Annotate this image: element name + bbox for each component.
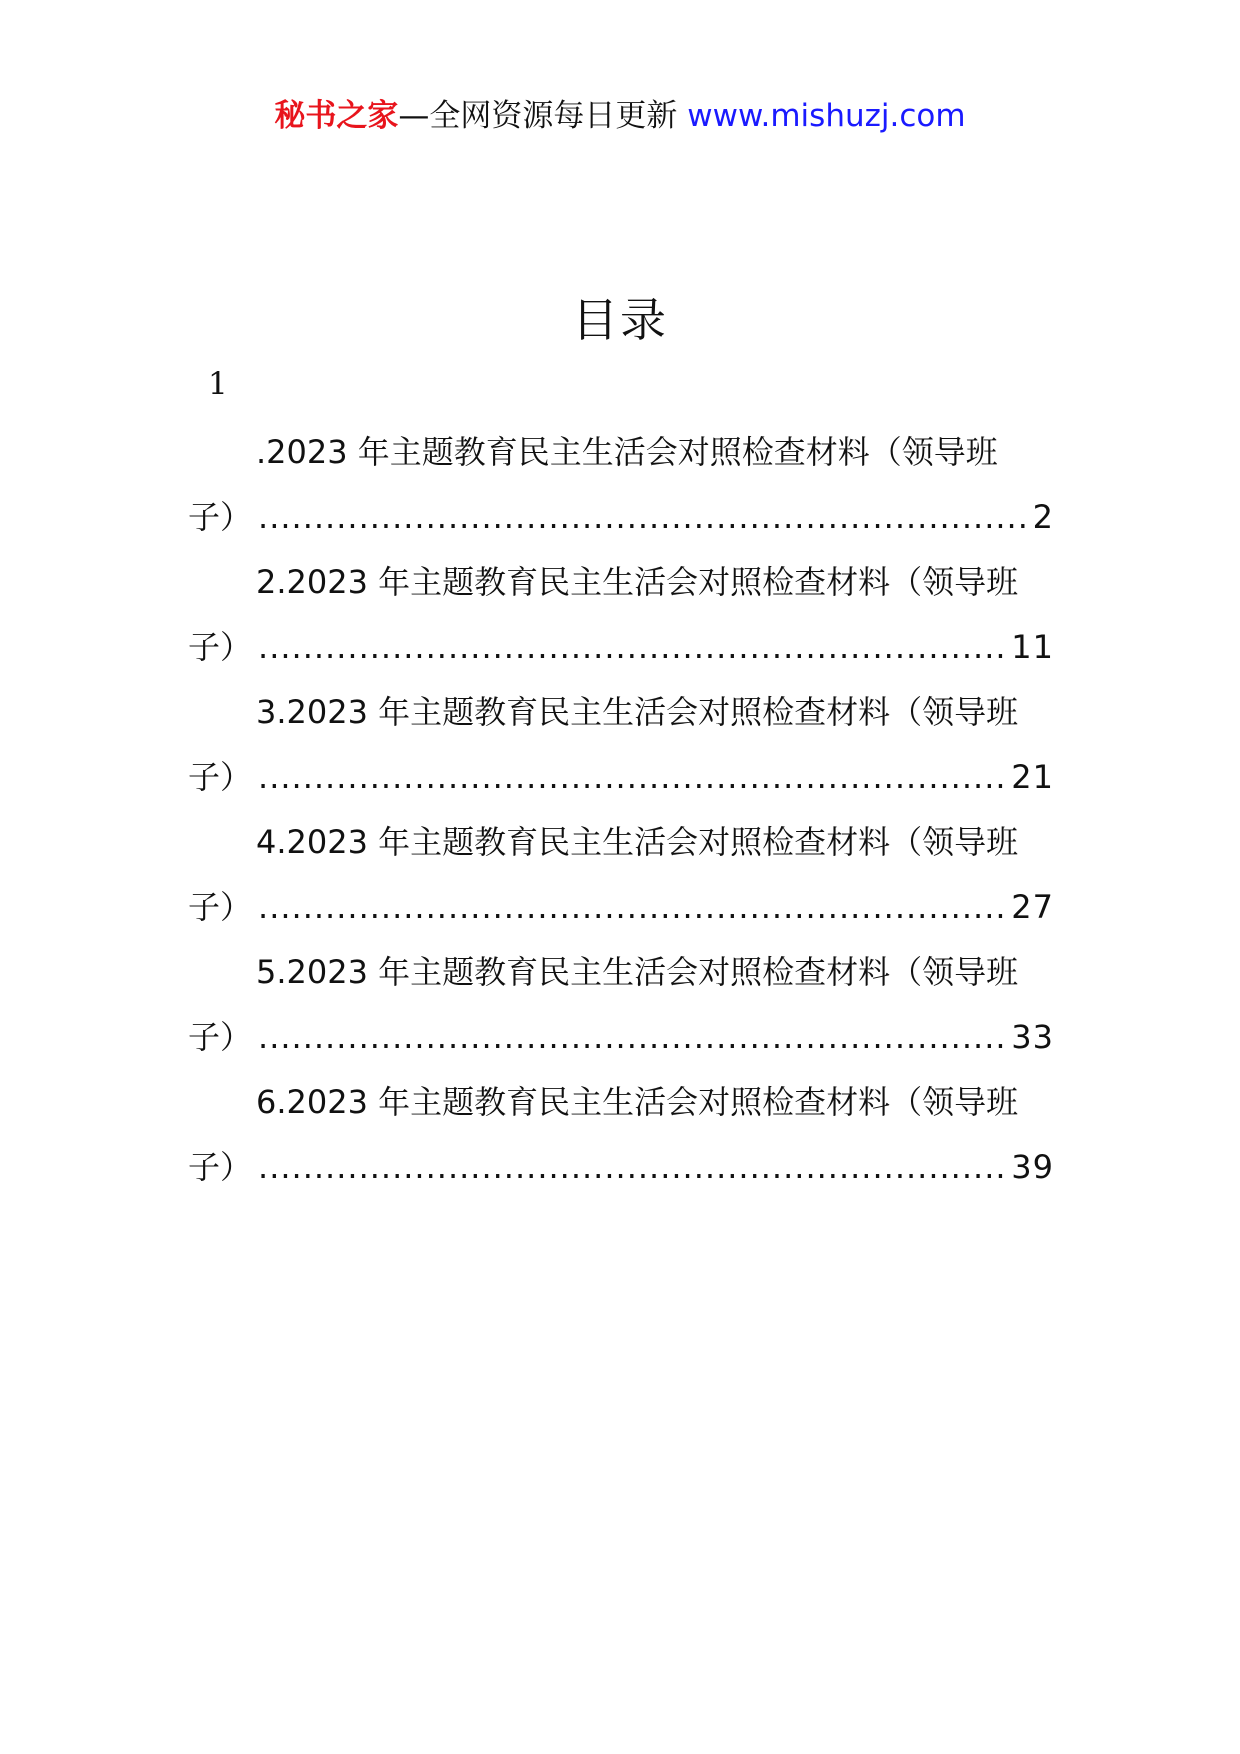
toc-entry-title: 3.2023 年主题教育民主生活会对照检查材料（领导班 — [256, 693, 1019, 731]
toc-dot-leader — [258, 1135, 1007, 1200]
toc-page-number: 21 — [1011, 758, 1054, 796]
stray-number: 1 — [208, 366, 228, 402]
toc-entry-title-continued: 子） — [188, 498, 253, 536]
toc-entry-title: 2.2023 年主题教育民主生活会对照检查材料（领导班 — [256, 563, 1019, 601]
toc-page-number: 27 — [1011, 888, 1054, 926]
toc-entry-title-continued: 子） — [188, 888, 253, 926]
toc-entry[interactable] — [188, 420, 1054, 550]
toc-dot-leader — [258, 1005, 1007, 1070]
toc-entry-title: 5.2023 年主题教育民主生活会对照检查材料（领导班 — [256, 953, 1019, 991]
toc-page-number: 39 — [1011, 1148, 1054, 1186]
toc-dot-leader — [258, 875, 1007, 940]
toc-entry-title: .2023 年主题教育民主生活会对照检查材料（领导班 — [256, 433, 998, 471]
toc-entry-title-continued: 子） — [188, 1148, 253, 1186]
brand-name: 秘书之家 — [274, 98, 399, 134]
toc-page-number: 11 — [1011, 628, 1054, 666]
toc-page-number: 33 — [1011, 1018, 1054, 1056]
toc-entry[interactable] — [188, 810, 1054, 940]
toc-entry[interactable] — [188, 680, 1054, 810]
toc-entry-title-continued: 子） — [188, 1018, 253, 1056]
toc-page-number: 2 — [1032, 498, 1054, 536]
toc-entry-title: 4.2023 年主题教育民主生活会对照检查材料（领导班 — [256, 823, 1019, 861]
site-header — [0, 96, 1240, 136]
site-url-link[interactable]: www.mishuzj.com — [687, 98, 966, 134]
toc-entry[interactable] — [188, 550, 1054, 680]
toc-dot-leader — [258, 485, 1029, 550]
table-of-contents — [188, 420, 1054, 1200]
toc-entry-title: 6.2023 年主题教育民主生活会对照检查材料（领导班 — [256, 1083, 1019, 1121]
page-title: 目录 — [572, 293, 668, 347]
toc-entry[interactable] — [188, 1070, 1054, 1200]
toc-dot-leader — [258, 615, 1007, 680]
header-tagline: —全网资源每日更新 — [398, 98, 688, 134]
toc-dot-leader — [258, 745, 1007, 810]
toc-entry-title-continued: 子） — [188, 758, 253, 796]
toc-entry[interactable] — [188, 940, 1054, 1070]
toc-entry-title-continued: 子） — [188, 628, 253, 666]
